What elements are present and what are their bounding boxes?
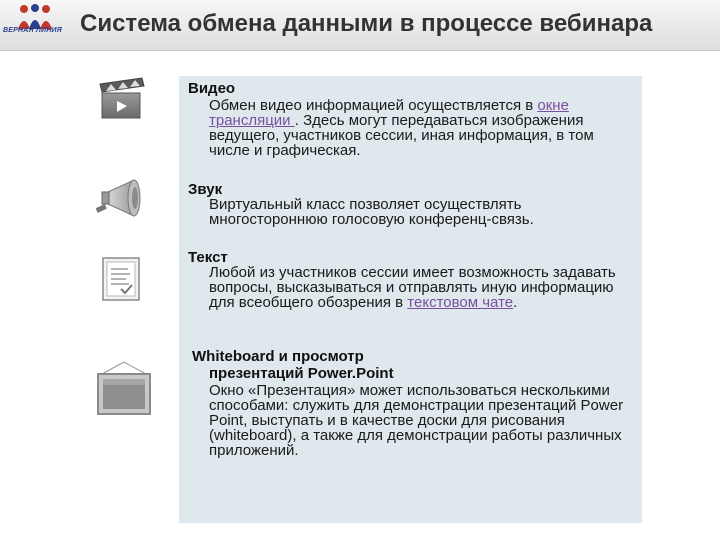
whiteboard-icon bbox=[94, 360, 154, 418]
header-bar bbox=[0, 0, 720, 51]
text-body-text-end: . bbox=[513, 294, 518, 311]
logo bbox=[4, 3, 66, 43]
text-section-body bbox=[209, 265, 629, 310]
page-title: Система обмена данными в процессе вебинара bbox=[80, 10, 653, 37]
whiteboard-section-title-line2: презентаций Power.Point bbox=[209, 365, 394, 382]
whiteboard-section-body: Окно «Презентация» может использоваться несколькими способами: служить для демонстрации презентаций Power Point, выступать и в качестве доски для рисования (whiteboard), а также для демонстрации работы различных приложений. bbox=[209, 382, 624, 459]
text-body-text: Любой из участников сессии имеет возможность задавать вопросы, высказываться и отправлять иную информацию для всеобщего обозрения в bbox=[209, 264, 616, 311]
text-chat-link[interactable]: текстовом чате bbox=[407, 294, 514, 311]
document-icon bbox=[100, 255, 144, 303]
video-body-text-end: . Здесь могут передаваться изображения ведущего, участников сессии, иная информация, в том числе и графическая. bbox=[209, 112, 594, 159]
whiteboard-section-title: Whiteboard и просмотр bbox=[192, 348, 364, 365]
sound-section-body: Виртуальный класс позволяет осуществлять многостороннюю голосовую конференц-связь. bbox=[209, 196, 534, 228]
megaphone-icon bbox=[94, 176, 150, 220]
sound-section-title: Звук bbox=[188, 181, 223, 198]
text-section-title: Текст bbox=[188, 249, 228, 266]
broadcast-window-link[interactable]: окне трансляции bbox=[209, 97, 569, 129]
video-section-body bbox=[209, 98, 629, 158]
clapperboard-icon bbox=[98, 76, 150, 120]
video-section-title: Видео bbox=[188, 80, 236, 97]
video-body-text: Обмен видео информацией осуществляется в bbox=[209, 97, 538, 114]
logo-text: ВЕРНАЯ ЛИНИЯ bbox=[3, 27, 62, 34]
